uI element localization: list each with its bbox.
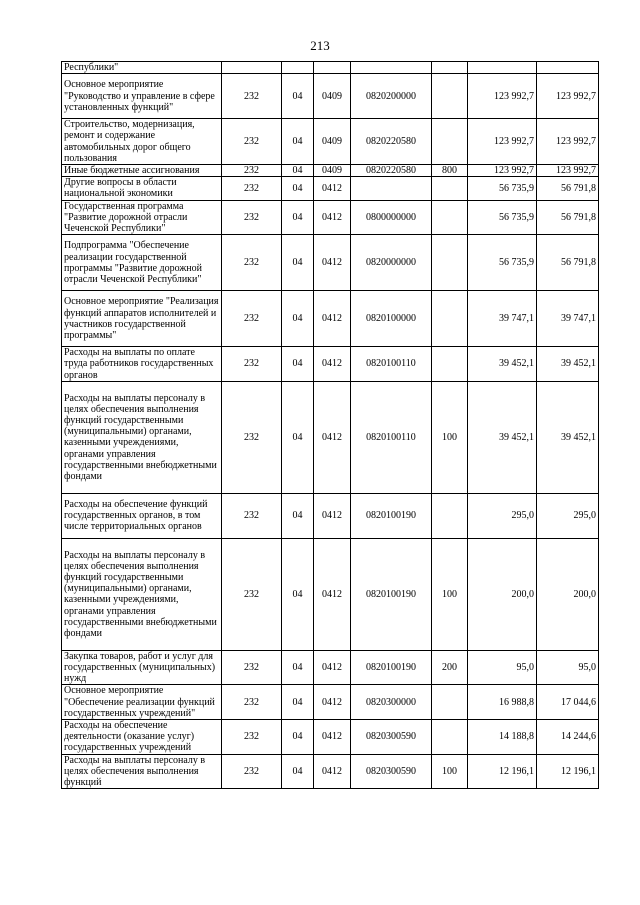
cell-name: Расходы на обеспечение функций государственных органов, в том числе территориальных органов	[62, 493, 222, 538]
cell-sum-1: 56 735,9	[468, 200, 537, 235]
cell-ved: 232	[222, 74, 282, 119]
cell-vr	[432, 347, 468, 382]
cell-sum-1: 14 188,8	[468, 720, 537, 755]
cell-name: Основное мероприятие "Реализация функций аппаратов исполнителей и участников государственной программы"	[62, 291, 222, 347]
cell-csr: 0820100190	[351, 493, 432, 538]
cell-rz: 04	[282, 165, 314, 177]
cell-csr: 0820220580	[351, 119, 432, 165]
cell-name: Расходы на выплаты персоналу в целях обеспечения выполнения функций государственными (муниципальными) органами, казенными учреждениями, органами управления государственными внебюджетными фондами	[62, 381, 222, 493]
cell-ved	[222, 62, 282, 74]
cell-ved: 232	[222, 291, 282, 347]
cell-sum-1: 56 735,9	[468, 235, 537, 291]
cell-pr: 0412	[314, 754, 351, 789]
cell-sum-1: 123 992,7	[468, 119, 537, 165]
cell-pr: 0412	[314, 347, 351, 382]
cell-sum-2: 17 044,6	[537, 685, 599, 720]
cell-sum-1: 39 452,1	[468, 347, 537, 382]
cell-sum-1: 123 992,7	[468, 74, 537, 119]
cell-rz: 04	[282, 235, 314, 291]
cell-sum-2: 295,0	[537, 493, 599, 538]
cell-ved: 232	[222, 650, 282, 685]
cell-vr: 100	[432, 538, 468, 650]
cell-sum-2: 56 791,8	[537, 235, 599, 291]
page-number: 213	[310, 38, 330, 53]
table-row	[62, 200, 599, 235]
cell-vr	[432, 62, 468, 74]
cell-ved: 232	[222, 381, 282, 493]
cell-vr	[432, 74, 468, 119]
table-row	[62, 347, 599, 382]
cell-name: Основное мероприятие "Обеспечение реализации функций государственных учреждений"	[62, 685, 222, 720]
cell-sum-1: 95,0	[468, 650, 537, 685]
cell-sum-1: 39 452,1	[468, 381, 537, 493]
cell-vr	[432, 119, 468, 165]
cell-vr: 800	[432, 165, 468, 177]
cell-vr	[432, 291, 468, 347]
cell-csr	[351, 177, 432, 200]
cell-csr: 0820300590	[351, 754, 432, 789]
cell-csr: 0820100190	[351, 538, 432, 650]
cell-ved: 232	[222, 165, 282, 177]
cell-rz: 04	[282, 720, 314, 755]
table-row	[62, 754, 599, 789]
cell-csr: 0820300590	[351, 720, 432, 755]
cell-pr: 0412	[314, 200, 351, 235]
cell-name: Государственная программа "Развитие дорожной отрасли Чеченской Республики"	[62, 200, 222, 235]
cell-sum-1: 123 992,7	[468, 165, 537, 177]
table-row	[62, 62, 599, 74]
cell-csr: 0820220580	[351, 165, 432, 177]
cell-ved: 232	[222, 685, 282, 720]
cell-sum-1: 16 988,8	[468, 685, 537, 720]
cell-csr: 0820100190	[351, 650, 432, 685]
cell-vr	[432, 177, 468, 200]
cell-pr: 0412	[314, 235, 351, 291]
cell-pr: 0412	[314, 720, 351, 755]
cell-rz: 04	[282, 347, 314, 382]
cell-sum-2: 12 196,1	[537, 754, 599, 789]
cell-name: Строительство, модернизация, ремонт и содержание автомобильных дорог общего пользования	[62, 119, 222, 165]
budget-table	[61, 61, 599, 789]
cell-name: Расходы на выплаты по оплате труда работников государственных органов	[62, 347, 222, 382]
cell-rz: 04	[282, 493, 314, 538]
cell-csr: 0820300000	[351, 685, 432, 720]
cell-csr: 0820100110	[351, 347, 432, 382]
cell-sum-1: 200,0	[468, 538, 537, 650]
table-row	[62, 381, 599, 493]
cell-sum-2: 39 747,1	[537, 291, 599, 347]
cell-ved: 232	[222, 493, 282, 538]
cell-pr: 0409	[314, 74, 351, 119]
cell-pr: 0412	[314, 493, 351, 538]
table-row	[62, 291, 599, 347]
cell-name: Основное мероприятие "Руководство и управление в сфере установленных функций"	[62, 74, 222, 119]
cell-ved: 232	[222, 200, 282, 235]
cell-rz: 04	[282, 538, 314, 650]
table-row	[62, 538, 599, 650]
cell-sum-1: 56 735,9	[468, 177, 537, 200]
cell-vr	[432, 493, 468, 538]
cell-name: Республики"	[62, 62, 222, 74]
cell-name: Другие вопросы в области национальной экономики	[62, 177, 222, 200]
cell-csr: 0820100000	[351, 291, 432, 347]
cell-pr: 0412	[314, 538, 351, 650]
cell-vr: 100	[432, 754, 468, 789]
cell-sum-2	[537, 62, 599, 74]
cell-rz: 04	[282, 291, 314, 347]
cell-ved: 232	[222, 538, 282, 650]
cell-pr: 0412	[314, 650, 351, 685]
table-row	[62, 74, 599, 119]
cell-sum-2: 123 992,7	[537, 165, 599, 177]
cell-name: Иные бюджетные ассигнования	[62, 165, 222, 177]
table-row	[62, 177, 599, 200]
cell-sum-2: 95,0	[537, 650, 599, 685]
cell-vr: 100	[432, 381, 468, 493]
cell-ved: 232	[222, 720, 282, 755]
table-row	[62, 119, 599, 165]
cell-csr: 0820000000	[351, 235, 432, 291]
cell-pr: 0412	[314, 685, 351, 720]
cell-rz: 04	[282, 200, 314, 235]
cell-sum-2: 56 791,8	[537, 200, 599, 235]
cell-vr	[432, 685, 468, 720]
cell-sum-2: 123 992,7	[537, 74, 599, 119]
cell-csr: 0820100110	[351, 381, 432, 493]
cell-ved: 232	[222, 235, 282, 291]
cell-rz: 04	[282, 650, 314, 685]
cell-sum-1	[468, 62, 537, 74]
cell-csr	[351, 62, 432, 74]
cell-rz: 04	[282, 381, 314, 493]
cell-rz: 04	[282, 74, 314, 119]
cell-sum-1: 39 747,1	[468, 291, 537, 347]
cell-rz: 04	[282, 177, 314, 200]
cell-pr	[314, 62, 351, 74]
cell-pr: 0412	[314, 381, 351, 493]
cell-vr	[432, 235, 468, 291]
cell-ved: 232	[222, 347, 282, 382]
cell-rz: 04	[282, 754, 314, 789]
cell-sum-2: 39 452,1	[537, 381, 599, 493]
cell-sum-2: 14 244,6	[537, 720, 599, 755]
cell-pr: 0409	[314, 165, 351, 177]
cell-sum-2: 200,0	[537, 538, 599, 650]
cell-csr: 0820200000	[351, 74, 432, 119]
cell-vr	[432, 720, 468, 755]
cell-sum-1: 12 196,1	[468, 754, 537, 789]
cell-rz: 04	[282, 685, 314, 720]
cell-ved: 232	[222, 754, 282, 789]
cell-pr: 0409	[314, 119, 351, 165]
cell-rz	[282, 62, 314, 74]
cell-name: Расходы на обеспечение деятельности (оказание услуг) государственных учреждений	[62, 720, 222, 755]
cell-ved: 232	[222, 119, 282, 165]
table-row	[62, 493, 599, 538]
cell-csr: 0800000000	[351, 200, 432, 235]
table-row	[62, 235, 599, 291]
cell-rz: 04	[282, 119, 314, 165]
cell-ved: 232	[222, 177, 282, 200]
cell-pr: 0412	[314, 177, 351, 200]
cell-sum-2: 39 452,1	[537, 347, 599, 382]
table-row	[62, 720, 599, 755]
cell-vr	[432, 200, 468, 235]
cell-name: Расходы на выплаты персоналу в целях обеспечения выполнения функций государственными (муниципальными) органами, казенными учреждениями, органами управления государственными внебюджетными фондами	[62, 538, 222, 650]
cell-name: Подпрограмма "Обеспечение реализации государственной программы "Развитие дорожной отрасли Чеченской Республики"	[62, 235, 222, 291]
cell-pr: 0412	[314, 291, 351, 347]
table-row	[62, 685, 599, 720]
cell-sum-2: 56 791,8	[537, 177, 599, 200]
cell-sum-1: 295,0	[468, 493, 537, 538]
cell-name: Закупка товаров, работ и услуг для государственных (муниципальных) нужд	[62, 650, 222, 685]
table-row	[62, 165, 599, 177]
table-row	[62, 650, 599, 685]
cell-sum-2: 123 992,7	[537, 119, 599, 165]
cell-name: Расходы на выплаты персоналу в целях обеспечения выполнения функций	[62, 754, 222, 789]
cell-vr: 200	[432, 650, 468, 685]
